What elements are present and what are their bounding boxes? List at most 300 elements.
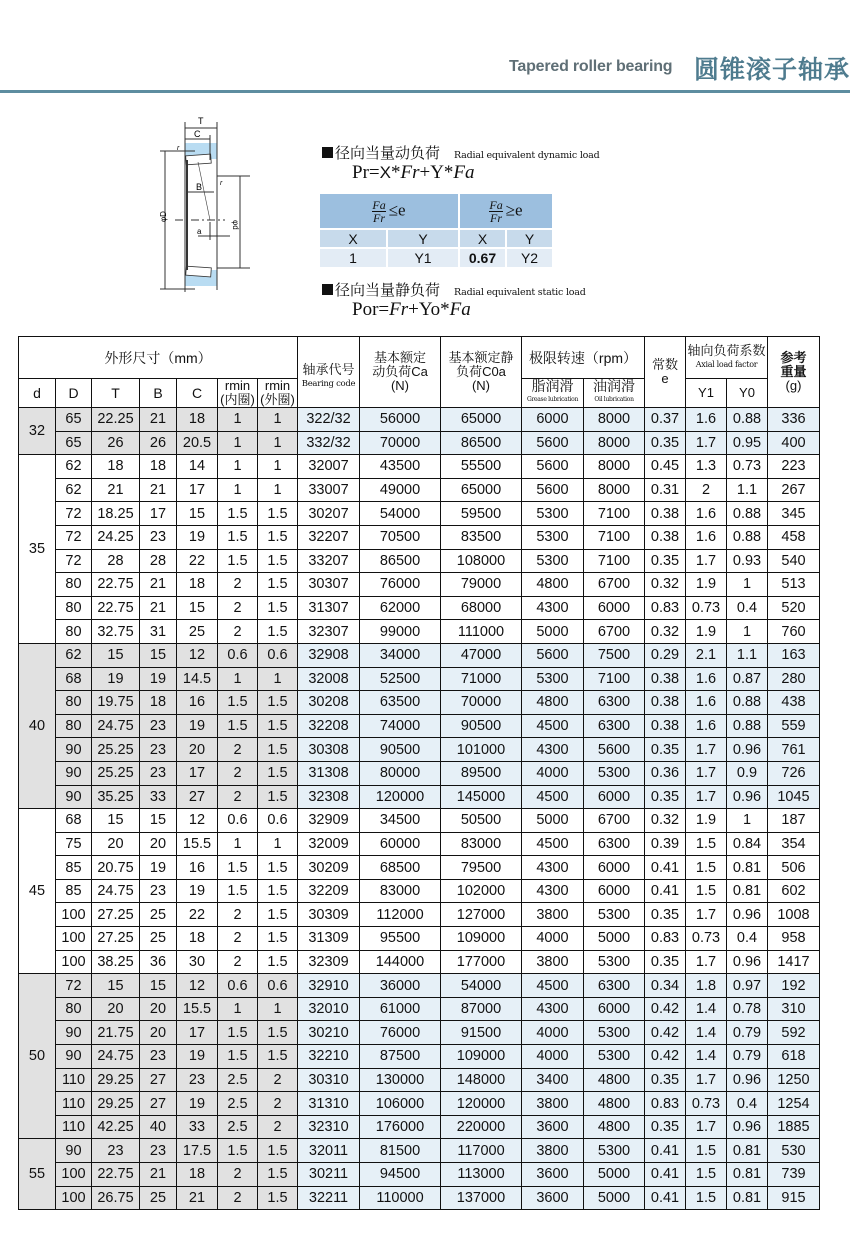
cell-T: 28 [92, 549, 140, 573]
cell-rmin-inner: 2 [218, 903, 258, 927]
cell-speed-oil: 8000 [584, 455, 645, 479]
cell-weight: 336 [768, 408, 820, 432]
cell-rmin-inner: 1 [218, 408, 258, 432]
cell-y0: 0.4 [727, 1092, 768, 1116]
formula-fa: Fa [453, 162, 475, 183]
cell-static-load-coa: 65000 [441, 408, 522, 432]
cell-speed-oil: 6700 [584, 573, 645, 597]
cell-y1: 1.5 [686, 1139, 727, 1163]
formula-pr: Pr [352, 162, 369, 183]
label-a: a [197, 227, 202, 236]
cell-D: 90 [56, 1021, 92, 1045]
cell-rmin-outer: 1.5 [258, 950, 298, 974]
cell-weight: 726 [768, 761, 820, 785]
cell-speed-oil: 7100 [584, 525, 645, 549]
cell-bearing-code: 30210 [298, 1021, 360, 1045]
cell-T: 20 [92, 832, 140, 856]
cell-T: 20 [92, 997, 140, 1021]
cell-constant-e: 0.39 [645, 832, 686, 856]
cell-weight: 739 [768, 1163, 820, 1187]
cell-C: 14.5 [177, 667, 218, 691]
cell-y1: 2 [686, 478, 727, 502]
cell-rmin-inner: 2.5 [218, 1115, 258, 1139]
table-row [19, 1186, 820, 1210]
cell-y0: 0.96 [727, 903, 768, 927]
header-rmin-label: rmin [264, 378, 291, 393]
cell-weight: 618 [768, 1045, 820, 1069]
cell-C: 16 [177, 856, 218, 880]
cell-constant-e: 0.42 [645, 1021, 686, 1045]
header-y1: Y1 [686, 379, 727, 408]
cell-C: 27 [177, 785, 218, 809]
cell-D: 68 [56, 667, 92, 691]
header-ca-unit: (N) [390, 378, 410, 393]
cell-y0: 0.9 [727, 761, 768, 785]
cell-dynamic-load-ca: 144000 [360, 950, 441, 974]
cell-speed-oil: 6000 [584, 856, 645, 880]
cell-bearing-code: 32010 [298, 997, 360, 1021]
cell-y1: 1.7 [686, 785, 727, 809]
cell-speed-oil: 6300 [584, 714, 645, 738]
cell-speed-oil: 7500 [584, 643, 645, 667]
cell-bearing-code: 30307 [298, 573, 360, 597]
label-B: B [196, 182, 203, 192]
cell-C: 19 [177, 714, 218, 738]
cell-y0: 0.78 [727, 997, 768, 1021]
cell-rmin-outer: 1.5 [258, 761, 298, 785]
cell-T: 20.75 [92, 856, 140, 880]
cell-dynamic-load-ca: 81500 [360, 1139, 441, 1163]
sub-header-x: X [459, 229, 506, 248]
cell-static-load-coa: 113000 [441, 1163, 522, 1187]
cell-bearing-code: 30309 [298, 903, 360, 927]
cell-rmin-outer: 1 [258, 455, 298, 479]
cell-y1: 1.5 [686, 832, 727, 856]
cell-rmin-inner: 1 [218, 667, 258, 691]
cell-rmin-outer: 2 [258, 1115, 298, 1139]
cell-rmin-inner: 1.5 [218, 1021, 258, 1045]
cell-constant-e: 0.42 [645, 997, 686, 1021]
cell-speed-grease: 5600 [522, 431, 584, 455]
bullet-square-icon [322, 284, 333, 295]
table-row [19, 408, 820, 432]
cell-B: 25 [140, 1186, 177, 1210]
cell-C: 19 [177, 1092, 218, 1116]
cell-C: 15.5 [177, 832, 218, 856]
cell-T: 42.25 [92, 1115, 140, 1139]
cell-static-load-coa: 70000 [441, 691, 522, 715]
cell-y0: 0.88 [727, 408, 768, 432]
cell-dynamic-load-ca: 94500 [360, 1163, 441, 1187]
cell-D: 62 [56, 455, 92, 479]
cell-dynamic-load-ca: 130000 [360, 1068, 441, 1092]
cell-speed-oil: 5300 [584, 950, 645, 974]
cell-C: 17 [177, 1021, 218, 1045]
cell-weight: 1008 [768, 903, 820, 927]
cell-D: 80 [56, 596, 92, 620]
cell-y1: 1.7 [686, 903, 727, 927]
cell-D: 85 [56, 879, 92, 903]
cell-D: 72 [56, 549, 92, 573]
cell-B: 23 [140, 761, 177, 785]
cell-static-load-coa: 59500 [441, 502, 522, 526]
table-row [19, 1092, 820, 1116]
fraction-fa-fr [489, 199, 502, 224]
cell-speed-oil: 5300 [584, 1139, 645, 1163]
header-grease-cn: 脂润滑 [531, 378, 574, 394]
cell-constant-e: 0.35 [645, 1115, 686, 1139]
cell-constant-e: 0.35 [645, 785, 686, 809]
cell-rmin-outer: 1.5 [258, 856, 298, 880]
cell-B: 20 [140, 997, 177, 1021]
static-load-title-en: Radial equivalent static load [454, 287, 586, 298]
table-row [19, 596, 820, 620]
cell-speed-oil: 7100 [584, 502, 645, 526]
cell-C: 22 [177, 549, 218, 573]
cell-B: 23 [140, 525, 177, 549]
cell-dynamic-load-ca: 70000 [360, 431, 441, 455]
cell-constant-e: 0.31 [645, 478, 686, 502]
fraction-fa-fr [372, 199, 385, 224]
cell-bearing-code: 30207 [298, 502, 360, 526]
cell-weight: 602 [768, 879, 820, 903]
cell-D: 100 [56, 950, 92, 974]
header-constant-e [645, 337, 686, 408]
cell-rmin-outer: 1.5 [258, 927, 298, 951]
cell-speed-grease: 3800 [522, 903, 584, 927]
cell-T: 24.25 [92, 525, 140, 549]
cell-speed-grease: 5600 [522, 455, 584, 479]
cell-static-load-coa: 137000 [441, 1186, 522, 1210]
cell-y1: 1.6 [686, 408, 727, 432]
cell-C: 15 [177, 502, 218, 526]
cell-bearing-code: 31309 [298, 927, 360, 951]
cell-speed-grease: 3400 [522, 1068, 584, 1092]
cell-rmin-inner: 0.6 [218, 974, 258, 998]
header-weight-cn: 参考重量 [780, 350, 807, 379]
formula-fr: Fr [400, 162, 420, 183]
cell-rmin-outer: 2 [258, 1092, 298, 1116]
cell-D: 90 [56, 761, 92, 785]
cell-rmin-inner: 1 [218, 431, 258, 455]
cell-bearing-code: 32908 [298, 643, 360, 667]
cell-constant-e: 0.38 [645, 502, 686, 526]
header-ca-cn: 基本额定动负荷Ca [372, 350, 428, 379]
cell-static-load-coa: 65000 [441, 478, 522, 502]
cell-T: 19 [92, 667, 140, 691]
cell-y1: 1.5 [686, 856, 727, 880]
cell-speed-oil: 5000 [584, 1186, 645, 1210]
cell-speed-grease: 5300 [522, 667, 584, 691]
label-D: φD [159, 211, 168, 222]
cell-constant-e: 0.35 [645, 738, 686, 762]
sub-header-x: X [319, 229, 387, 248]
cell-speed-oil: 5300 [584, 761, 645, 785]
cell-T: 15 [92, 809, 140, 833]
cell-y0: 0.96 [727, 1068, 768, 1092]
cell-rmin-inner: 2 [218, 927, 258, 951]
cell-y0: 1 [727, 809, 768, 833]
cell-rmin-outer: 1.5 [258, 1163, 298, 1187]
cell-rmin-outer: 0.6 [258, 643, 298, 667]
cell-D: 80 [56, 714, 92, 738]
cell-B: 21 [140, 1163, 177, 1187]
cell-B: 15 [140, 974, 177, 998]
cell-rmin-inner: 1 [218, 997, 258, 1021]
cell-B: 21 [140, 408, 177, 432]
cell-C: 18 [177, 573, 218, 597]
cell-speed-oil: 6000 [584, 997, 645, 1021]
cell-rmin-outer: 1 [258, 478, 298, 502]
cell-speed-grease: 4000 [522, 1021, 584, 1045]
cell-y1: 1.5 [686, 879, 727, 903]
table-row [19, 927, 820, 951]
table-row [19, 1068, 820, 1092]
cell-C: 17 [177, 761, 218, 785]
header-y0: Y0 [727, 379, 768, 408]
cell-speed-oil: 8000 [584, 431, 645, 455]
cell-static-load-coa: 117000 [441, 1139, 522, 1163]
cell-weight: 513 [768, 573, 820, 597]
cell-bearing-code: 32011 [298, 1139, 360, 1163]
cell-bearing-code: 32208 [298, 714, 360, 738]
cell-rmin-outer: 1 [258, 832, 298, 856]
cell-bearing-code: 32009 [298, 832, 360, 856]
cell-speed-grease: 5600 [522, 478, 584, 502]
table-row [19, 478, 820, 502]
label-C: C [194, 129, 201, 139]
cell-D: 110 [56, 1115, 92, 1139]
static-load-formula [352, 299, 471, 321]
cell-speed-grease: 5300 [522, 549, 584, 573]
cell-B: 33 [140, 785, 177, 809]
cell-speed-oil: 8000 [584, 478, 645, 502]
table-row [19, 974, 820, 998]
cell-bearing-code: 31308 [298, 761, 360, 785]
cell-rmin-outer: 1.5 [258, 502, 298, 526]
table-row [19, 1045, 820, 1069]
cell-weight: 958 [768, 927, 820, 951]
cell-T: 24.75 [92, 714, 140, 738]
header-bearing-code [298, 337, 360, 408]
cell-speed-grease: 3600 [522, 1163, 584, 1187]
cell-weight: 1254 [768, 1092, 820, 1116]
cell-dynamic-load-ca: 68500 [360, 856, 441, 880]
cell-static-load-coa: 120000 [441, 1092, 522, 1116]
cell-dynamic-load-ca: 54000 [360, 502, 441, 526]
cell-T: 21 [92, 478, 140, 502]
cell-weight: 1417 [768, 950, 820, 974]
cell-C: 19 [177, 879, 218, 903]
cell-weight: 761 [768, 738, 820, 762]
cell-dynamic-load-ca: 34500 [360, 809, 441, 833]
cell-rmin-inner: 1 [218, 478, 258, 502]
cell-D: 90 [56, 738, 92, 762]
cell-y0: 0.73 [727, 455, 768, 479]
cell-C: 18 [177, 408, 218, 432]
dynamic-load-formula [352, 162, 475, 184]
cell-y0: 0.88 [727, 502, 768, 526]
cell-y0: 0.4 [727, 596, 768, 620]
cell-bearing-code: 32211 [298, 1186, 360, 1210]
cell-speed-grease: 3800 [522, 950, 584, 974]
cell-bearing-code: 33007 [298, 478, 360, 502]
cell-weight: 1885 [768, 1115, 820, 1139]
cell-constant-e: 0.35 [645, 431, 686, 455]
cell-constant-e: 0.34 [645, 974, 686, 998]
fraction-num: Fa [489, 197, 503, 212]
cell-bearing-code: 32008 [298, 667, 360, 691]
cell-B: 15 [140, 643, 177, 667]
header-rmin-sub: (外圈) [260, 392, 295, 407]
cell-bearing-code: 30310 [298, 1068, 360, 1092]
header-d: d [19, 379, 56, 408]
cell-rmin-outer: 1.5 [258, 573, 298, 597]
cell-rmin-inner: 1 [218, 455, 258, 479]
cell-C: 19 [177, 525, 218, 549]
bearing-diagram [150, 110, 290, 295]
cell-C: 30 [177, 950, 218, 974]
cell-weight: 559 [768, 714, 820, 738]
cell-static-load-coa: 177000 [441, 950, 522, 974]
cell-speed-oil: 6000 [584, 785, 645, 809]
cell-speed-oil: 4800 [584, 1092, 645, 1116]
cell-T: 27.25 [92, 903, 140, 927]
cell-dynamic-load-ca: 49000 [360, 478, 441, 502]
cell-constant-e: 0.38 [645, 714, 686, 738]
cell-dynamic-load-ca: 60000 [360, 832, 441, 856]
cell-speed-grease: 4500 [522, 714, 584, 738]
cell-weight: 438 [768, 691, 820, 715]
cell-C: 23 [177, 1068, 218, 1092]
fraction-den: Fr [490, 210, 503, 225]
cell-dynamic-load-ca: 76000 [360, 573, 441, 597]
cell-rmin-inner: 0.6 [218, 809, 258, 833]
cell-rmin-outer: 1.5 [258, 1021, 298, 1045]
cell-B: 17 [140, 502, 177, 526]
cell-D: 72 [56, 525, 92, 549]
roller-bottom [186, 266, 212, 277]
table-row [19, 856, 820, 880]
cell-C: 20.5 [177, 431, 218, 455]
cell-speed-oil: 6700 [584, 620, 645, 644]
cell-dynamic-load-ca: 95500 [360, 927, 441, 951]
cell-C: 25 [177, 620, 218, 644]
value-x2: 0.67 [459, 248, 506, 268]
cell-dynamic-load-ca: 176000 [360, 1115, 441, 1139]
cell-constant-e: 0.83 [645, 1092, 686, 1116]
cell-y0: 0.81 [727, 856, 768, 880]
cell-y1: 1.9 [686, 809, 727, 833]
cell-rmin-inner: 1.5 [218, 856, 258, 880]
cell-speed-grease: 3600 [522, 1115, 584, 1139]
cell-y0: 0.96 [727, 1115, 768, 1139]
cell-y0: 0.81 [727, 1163, 768, 1187]
cell-constant-e: 0.38 [645, 667, 686, 691]
cell-rmin-outer: 1 [258, 431, 298, 455]
cell-weight: 163 [768, 643, 820, 667]
cell-y0: 0.79 [727, 1021, 768, 1045]
cell-speed-grease: 4300 [522, 596, 584, 620]
cell-T: 21.75 [92, 1021, 140, 1045]
cell-weight: 458 [768, 525, 820, 549]
cell-constant-e: 0.45 [645, 455, 686, 479]
cell-dynamic-load-ca: 80000 [360, 761, 441, 785]
cell-static-load-coa: 83000 [441, 832, 522, 856]
cell-B: 23 [140, 1045, 177, 1069]
cell-rmin-outer: 1 [258, 667, 298, 691]
cell-B: 25 [140, 903, 177, 927]
cell-y1: 1.3 [686, 455, 727, 479]
cell-dynamic-load-ca: 87500 [360, 1045, 441, 1069]
cell-y0: 1.1 [727, 643, 768, 667]
cell-D: 100 [56, 1163, 92, 1187]
cell-constant-e: 0.38 [645, 525, 686, 549]
header-rmin-outer [258, 379, 298, 408]
cell-dynamic-load-ca: 61000 [360, 997, 441, 1021]
cell-constant-e: 0.41 [645, 856, 686, 880]
cell-y1: 1.5 [686, 1186, 727, 1210]
header-oil-en: Oil lubrication [594, 396, 634, 403]
formula-y: Y [430, 162, 444, 183]
cell-y0: 0.88 [727, 691, 768, 715]
cell-D: 90 [56, 1045, 92, 1069]
cell-static-load-coa: 90500 [441, 714, 522, 738]
cell-weight: 280 [768, 667, 820, 691]
cell-D: 80 [56, 691, 92, 715]
header-code-en: Bearing code [301, 379, 356, 389]
cell-C: 18 [177, 927, 218, 951]
cell-dynamic-load-ca: 106000 [360, 1092, 441, 1116]
cell-dynamic-load-ca: 63500 [360, 691, 441, 715]
cell-dynamic-load-ca: 120000 [360, 785, 441, 809]
header-oil [584, 379, 645, 408]
cell-D: 62 [56, 643, 92, 667]
cell-y0: 1.1 [727, 478, 768, 502]
cell-dynamic-load-ca: 62000 [360, 596, 441, 620]
cell-rmin-inner: 1.5 [218, 502, 258, 526]
cell-y0: 1 [727, 620, 768, 644]
fraction-num: Fa [372, 197, 386, 212]
cell-weight: 530 [768, 1139, 820, 1163]
cell-speed-oil: 5000 [584, 1163, 645, 1187]
table-row [19, 643, 820, 667]
cell-B: 23 [140, 714, 177, 738]
cell-speed-oil: 8000 [584, 408, 645, 432]
table-row [19, 667, 820, 691]
cell-rmin-inner: 2 [218, 761, 258, 785]
cell-bearing-code: 32207 [298, 525, 360, 549]
table-row [19, 1139, 820, 1163]
dynamic-load-title-en: Radial equivalent dynamic load [454, 150, 600, 161]
cell-y0: 0.87 [727, 667, 768, 691]
cell-dynamic-load-ca: 83000 [360, 879, 441, 903]
cell-rmin-outer: 1.5 [258, 691, 298, 715]
cell-y1: 1.7 [686, 1068, 727, 1092]
cell-speed-grease: 5000 [522, 620, 584, 644]
cell-B: 18 [140, 691, 177, 715]
cell-bearing-code: 332/32 [298, 431, 360, 455]
header-rmin-inner [218, 379, 258, 408]
header-T: T [92, 379, 140, 408]
value-y2: Y2 [506, 248, 553, 268]
cell-T: 22.75 [92, 1163, 140, 1187]
cell-speed-grease: 4500 [522, 832, 584, 856]
cell-bearing-code: 32209 [298, 879, 360, 903]
cell-constant-e: 0.83 [645, 596, 686, 620]
cell-dynamic-load-ca: 76000 [360, 1021, 441, 1045]
cell-rmin-outer: 2 [258, 1068, 298, 1092]
